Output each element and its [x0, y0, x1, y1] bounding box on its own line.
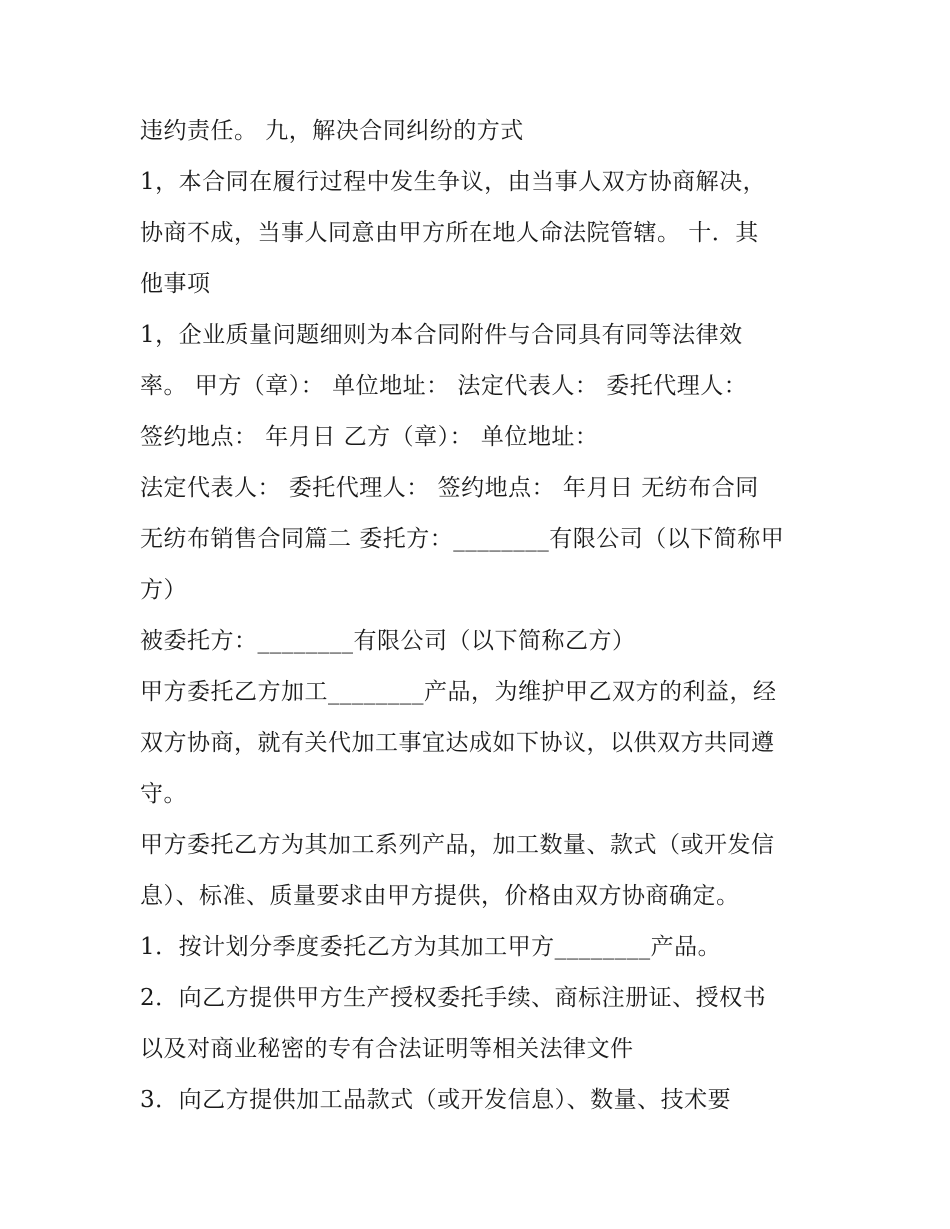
text-line: 违约责任。 九，解决合同纠纷的方式 — [140, 118, 524, 144]
text-line: 1．按计划分季度委托乙方为其加工甲方________产品。 — [140, 934, 722, 960]
text-line: 以及对商业秘密的专有合法证明等相关法律文件 — [140, 1036, 634, 1062]
text-line: 守。 — [140, 781, 187, 807]
contract-body-text — [140, 106, 820, 1126]
text-line: 被委托方：________有限公司（以下简称乙方） — [140, 628, 636, 654]
text-line: 签约地点： 年月日 乙方（章）： 单位地址： — [140, 424, 599, 450]
text-line: 甲方委托乙方为其加工系列产品，加工数量、款式（或开发信 — [140, 832, 775, 858]
text-line: 法定代表人： 委托代理人： 签约地点： 年月日 无纺布合同 — [140, 475, 759, 501]
text-line: 率。 甲方（章）： 单位地址： 法定代表人： 委托代理人： — [140, 373, 748, 399]
text-line: 无纺布销售合同篇二 委托方：________有限公司（以下简称甲 — [140, 526, 785, 552]
text-line: 息）、标准、质量要求由甲方提供，价格由双方协商确定。 — [140, 883, 740, 909]
text-line: 双方协商，就有关代加工事宜达成如下协议，以供双方共同遵 — [140, 730, 775, 756]
text-line: 方） — [140, 577, 187, 603]
text-line: 1，本合同在履行过程中发生争议，由当事人双方协商解决， — [140, 169, 767, 195]
text-line: 1，企业质量问题细则为本合同附件与合同具有同等法律效 — [140, 322, 743, 348]
text-line: 甲方委托乙方加工________产品，为维护甲乙双方的利益，经 — [140, 679, 777, 705]
text-line: 2．向乙方提供甲方生产授权委托手续、商标注册证、授权书 — [140, 985, 767, 1011]
text-line: 3．向乙方提供加工品款式（或开发信息）、数量、技术要 — [140, 1087, 732, 1113]
text-line: 协商不成，当事人同意由甲方所在地人命法院管辖。 十．其 — [140, 220, 759, 246]
text-line: 他事项 — [140, 271, 211, 297]
